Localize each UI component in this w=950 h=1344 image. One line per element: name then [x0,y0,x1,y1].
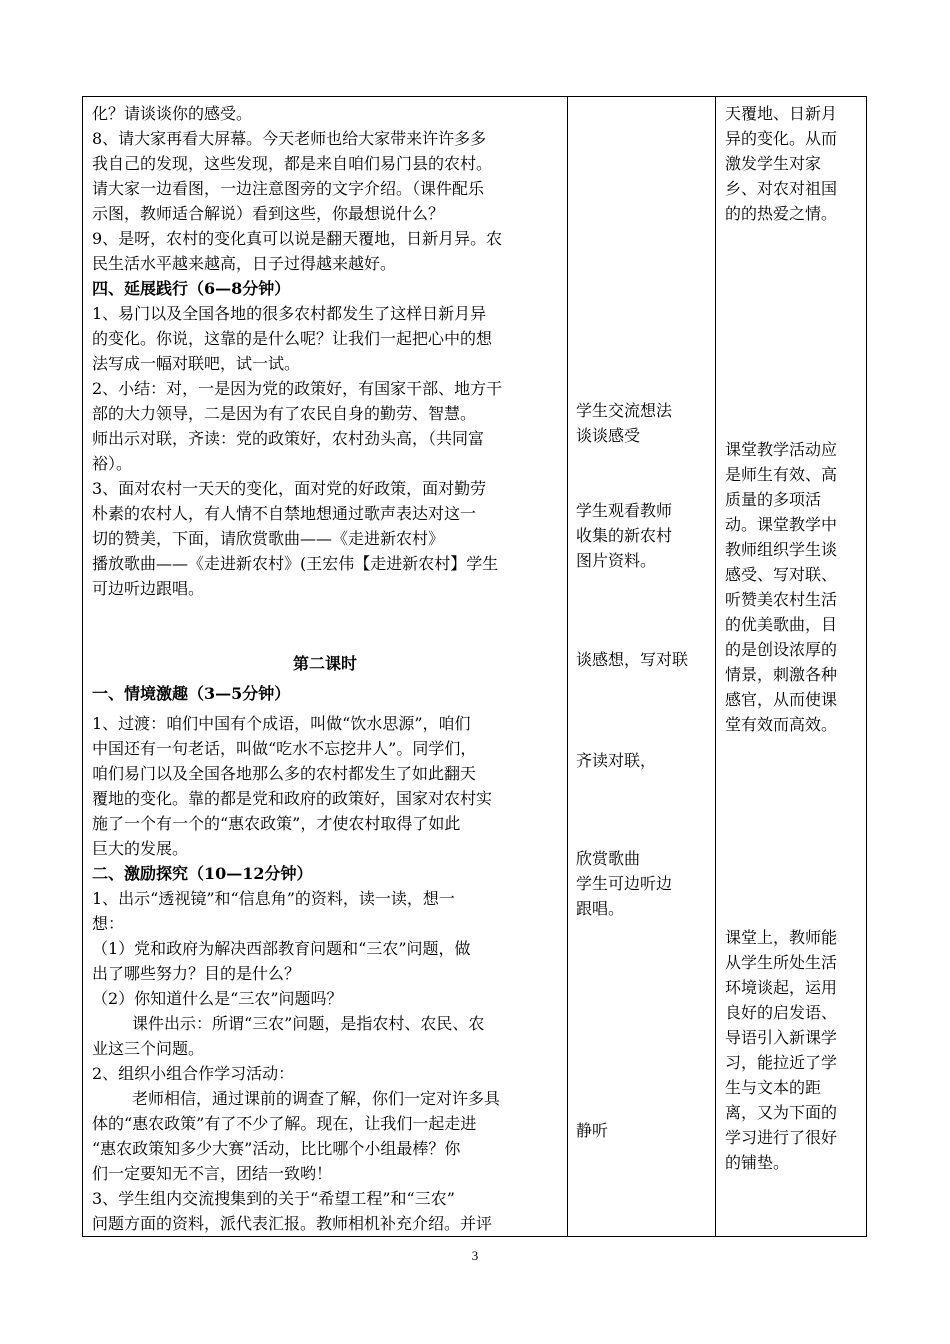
teaching-process-column [83,97,567,1236]
section-heading: 一、情境激趣（3—5分钟） [92,684,291,703]
text-line: 听赞美农村生活 [725,590,838,609]
text-line: 课堂上，教师能 [725,928,838,947]
text-line: 切的赞美，下面，请欣赏歌曲——《走进新农村》 [92,529,445,548]
text-line: 1、易门以及全国各地的很多农村都发生了这样日新月异 [92,304,487,323]
text-line: 2、组织小组合作学习活动： [92,1064,295,1083]
student-activity-column [567,97,715,1236]
text-line: 请大家一边看图，一边注意图旁的文字介绍。（课件配乐 [92,179,485,198]
text-line: 1、出示“透视镜”和“信息角”的资料，读一读，想一 [92,889,455,908]
text-line: 学生可边听边 [576,874,673,893]
text-line: 体的“惠农政策”有了不少了解。现在，让我们一起走进 [92,1114,477,1133]
text-line: 民生活水平越来越高，日子过得越来越好。 [92,254,397,273]
text-line: 天覆地、日新月 [725,104,838,123]
text-line: 3、面对农村一天天的变化，面对党的好政策，面对勤劳 [92,479,487,498]
text-line: 导语引入新课学 [725,1028,838,1047]
text-line: 课堂教学活动应 [725,440,838,459]
text-line: 堂有效而高效。 [725,715,838,734]
text-line: 图片资料。 [576,551,657,570]
text-line: 谈谈感受 [576,426,641,445]
text-line: 习，能拉近了学 [725,1053,838,1072]
text-line: 质量的多项活 [725,490,822,509]
text-line: 良好的启发语、 [725,1003,838,1022]
text-line: 施了一个有一个的“惠农政策”，才使农村取得了如此 [92,814,461,833]
design-intent-column [715,97,868,1236]
text-line: 化？请谈谈你的感受。 [92,104,253,123]
text-line: 咱们易门以及全国各地那么多的农村都发生了如此翻天 [92,764,477,783]
text-line: 的铺垫。 [725,1153,790,1172]
text-line: 们一定要知无不言，团结一致哟！ [92,1164,333,1183]
text-line: 离，又为下面的 [725,1103,838,1122]
text-line: 可边听边跟唱。 [92,579,205,598]
text-line: 3、学生组内交流搜集到的关于“希望工程”和“三农” [92,1189,455,1208]
text-line: 从学生所处生活 [725,953,838,972]
text-line: 生与文本的距 [725,1078,822,1097]
text-line: 课件出示：所谓“三农”问题，是指农村、农民、农 [132,1014,485,1033]
text-line: 感官，从而使课 [725,690,838,709]
text-line: 谈感想，写对联 [576,650,689,669]
text-line: 欣赏歌曲 [576,849,641,868]
text-line: 朴素的农村人，有人情不自禁地想通过歌声表达对这一 [92,504,477,523]
text-line: 的变化。你说，这靠的是什么呢？让我们一起把心中的想 [92,329,493,348]
text-line: 示图，教师适合解说）看到这些，你最想说什么？ [92,204,445,223]
text-line: 静听 [576,1121,609,1140]
text-line: 老师相信，通过课前的调查了解，你们一定对许多具 [132,1089,501,1108]
text-line: 跟唱。 [576,899,625,918]
text-line: 师出示对联，齐读：党的政策好，农村劲头高，（共同富 [92,429,485,448]
lesson-title: 第二课时 [292,654,357,673]
text-line: 学生观看教师 [576,501,673,520]
text-line: 动。课堂教学中 [725,515,838,534]
text-line: 收集的新农村 [576,526,673,545]
page-number: 3 [471,1248,479,1263]
section-heading: 四、延展践行（6—8分钟） [92,279,291,298]
text-line: 裕）。 [92,454,133,473]
text-line: 激发学生对家 [725,154,822,173]
text-line: 齐读对联， [576,751,657,770]
text-line: 情景，刺激各种 [725,665,838,684]
text-line: 是师生有效、高 [725,465,838,484]
lesson-plan-table [82,96,867,1237]
text-line: 我自己的发现，这些发现，都是来自咱们易门县的农村。 [92,154,493,173]
text-line: （2）你知道什么是“三农”问题吗？ [92,989,343,1008]
text-line: 学生交流想法 [576,401,673,420]
text-line: 的是创设浓厚的 [725,640,838,659]
text-line: 8、请大家再看大屏幕。今天老师也给大家带来许许多多 [92,129,487,148]
text-line: 学习进行了很好 [725,1128,838,1147]
text-line: 教师组织学生谈 [725,540,838,559]
section-heading: 二、激励探究（10—12分钟） [92,864,313,883]
text-line: “惠农政策知多少大赛”活动，比比哪个小组最棒？你 [92,1139,461,1158]
text-line: 巨大的发展。 [92,839,189,858]
text-line: 播放歌曲——《走进新农村》(王宏伟【走进新农村】学生 [92,554,499,573]
text-line: 感受、写对联、 [725,565,838,584]
text-line: 环境谈起，运用 [725,978,838,997]
text-line: 乡、对农对祖国 [725,179,838,198]
text-line: 法写成一幅对联吧，试一试。 [92,354,301,373]
text-line: 中国还有一句老话，叫做“吃水不忘挖井人”。同学们， [92,739,477,758]
text-line: 业这三个问题。 [92,1039,205,1058]
text-line: 覆地的变化。靠的都是党和政府的政策好，国家对农村实 [92,789,493,808]
text-line: 异的变化。从而 [725,129,838,148]
text-line: 9、是呀，农村的变化真可以说是翻天覆地，日新月异。农 [92,229,503,248]
text-line: （1）党和政府为解决西部教育问题和“三农”问题，做 [92,939,471,958]
text-line: 问题方面的资料，派代表汇报。教师相机补充介绍。并评 [92,1214,493,1233]
text-line: 部的大力领导，二是因为有了农民自身的勤劳、智慧。 [92,404,477,423]
text-line: 的的热爱之情。 [725,204,838,223]
text-line: 的优美歌曲，目 [725,615,838,634]
text-line: 出了哪些努力？目的是什么？ [92,964,301,983]
text-line: 1、过渡：咱们中国有个成语，叫做“饮水思源”，咱们 [92,714,471,733]
text-line: 2、小结：对，一是因为党的政策好，有国家干部、地方干 [92,379,503,398]
text-line: 想： [92,914,125,933]
